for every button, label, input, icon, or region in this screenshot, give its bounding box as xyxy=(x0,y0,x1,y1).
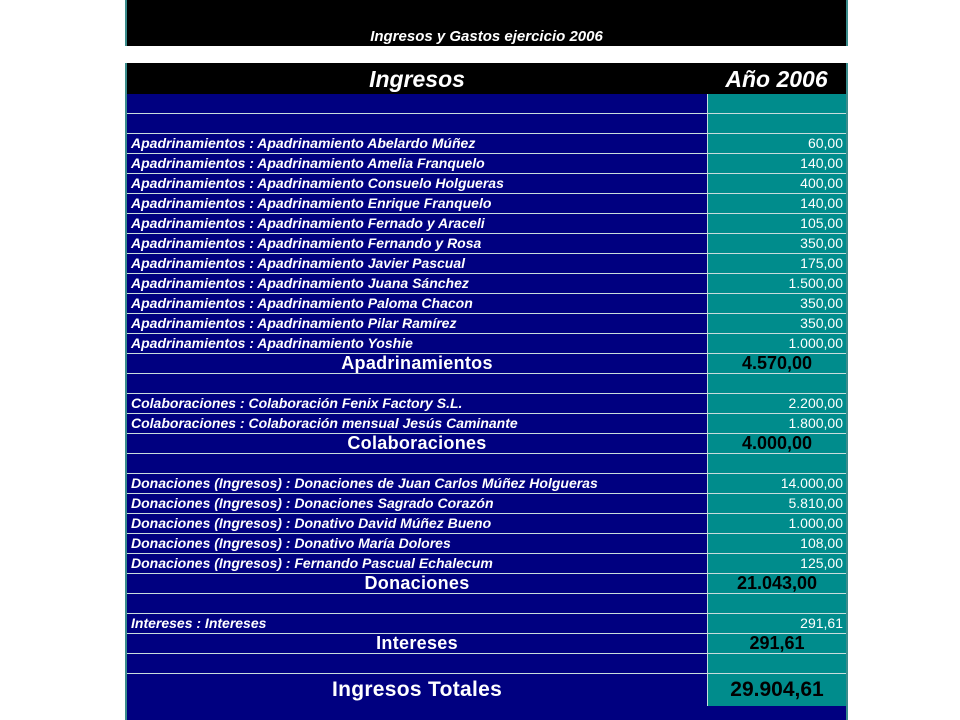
table-row xyxy=(127,534,846,554)
row-label: Colaboraciones xyxy=(127,434,708,453)
row-amount: 1.800,00 xyxy=(708,414,846,433)
row-amount: 21.043,00 xyxy=(708,574,846,593)
row-amount: 350,00 xyxy=(708,234,846,253)
table-row xyxy=(127,514,846,534)
header-year: Año 2006 xyxy=(725,66,828,92)
row-label: Apadrinamientos : Apadrinamiento Pilar Ramírez xyxy=(127,314,708,333)
empty-row xyxy=(127,594,846,614)
table-header xyxy=(127,63,846,94)
row-amount: 350,00 xyxy=(708,314,846,333)
table-row xyxy=(127,274,846,294)
row-label: Apadrinamientos : Apadrinamiento Abelardo Múñez xyxy=(127,134,708,153)
table-row xyxy=(127,214,846,234)
table-row xyxy=(127,134,846,154)
row-amount xyxy=(708,114,846,133)
row-label: Colaboraciones : Colaboración Fenix Factory S.L. xyxy=(127,394,708,413)
row-label xyxy=(127,454,708,473)
subtotal-row xyxy=(127,354,846,374)
row-label: Donaciones (Ingresos) : Donativo David Múñez Bueno xyxy=(127,514,708,533)
row-label: Apadrinamientos : Apadrinamiento Enrique Franquelo xyxy=(127,194,708,213)
row-label: Apadrinamientos : Apadrinamiento Paloma Chacon xyxy=(127,294,708,313)
table-row xyxy=(127,234,846,254)
row-label: Apadrinamientos xyxy=(127,354,708,373)
row-amount: 125,00 xyxy=(708,554,846,573)
row-label: Ingresos Totales xyxy=(127,674,708,706)
empty-row xyxy=(127,654,846,674)
table-row xyxy=(127,614,846,634)
row-amount xyxy=(708,454,846,473)
row-amount: 140,00 xyxy=(708,154,846,173)
table-row xyxy=(127,394,846,414)
table-row xyxy=(127,294,846,314)
row-amount: 2.200,00 xyxy=(708,394,846,413)
table-row xyxy=(127,314,846,334)
table-row xyxy=(127,474,846,494)
subtotal-row xyxy=(127,434,846,454)
row-amount: 1.500,00 xyxy=(708,274,846,293)
empty-row xyxy=(127,94,846,114)
row-label xyxy=(127,94,708,113)
row-label: Donaciones (Ingresos) : Fernando Pascual Echalecum xyxy=(127,554,708,573)
row-amount: 105,00 xyxy=(708,214,846,233)
row-amount: 4.570,00 xyxy=(708,354,846,373)
row-label: Apadrinamientos : Apadrinamiento Javier Pascual xyxy=(127,254,708,273)
row-label xyxy=(127,374,708,393)
row-label: Apadrinamientos : Apadrinamiento Yoshie xyxy=(127,334,708,353)
row-amount: 140,00 xyxy=(708,194,846,213)
row-label: Donaciones (Ingresos) : Donativo María Dolores xyxy=(127,534,708,553)
empty-row xyxy=(127,374,846,394)
row-amount xyxy=(708,594,846,613)
table-row xyxy=(127,414,846,434)
row-label: Apadrinamientos : Apadrinamiento Fernado y Araceli xyxy=(127,214,708,233)
table-row xyxy=(127,554,846,574)
row-amount: 175,00 xyxy=(708,254,846,273)
row-label: Intereses : Intereses xyxy=(127,614,708,633)
row-label xyxy=(127,594,708,613)
table-row xyxy=(127,154,846,174)
empty-row xyxy=(127,114,846,134)
row-amount xyxy=(708,654,846,673)
row-label: Donaciones (Ingresos) : Donaciones Sagrado Corazón xyxy=(127,494,708,513)
row-amount xyxy=(708,94,846,113)
row-label xyxy=(127,114,708,133)
title-bar xyxy=(125,0,848,46)
subtotal-row xyxy=(127,574,846,594)
row-amount: 1.000,00 xyxy=(708,514,846,533)
row-amount: 1.000,00 xyxy=(708,334,846,353)
row-label: Donaciones (Ingresos) : Donaciones de Juan Carlos Múñez Holgueras xyxy=(127,474,708,493)
row-amount xyxy=(708,374,846,393)
table-row xyxy=(127,494,846,514)
row-amount: 14.000,00 xyxy=(708,474,846,493)
row-amount: 29.904,61 xyxy=(708,674,846,706)
row-label xyxy=(127,654,708,673)
row-amount: 291,61 xyxy=(708,614,846,633)
row-amount: 4.000,00 xyxy=(708,434,846,453)
table-body xyxy=(127,94,846,706)
row-amount: 5.810,00 xyxy=(708,494,846,513)
row-label: Donaciones xyxy=(127,574,708,593)
row-label: Apadrinamientos : Apadrinamiento Amelia Franquelo xyxy=(127,154,708,173)
row-amount: 350,00 xyxy=(708,294,846,313)
row-amount: 108,00 xyxy=(708,534,846,553)
row-label: Apadrinamientos : Apadrinamiento Fernando y Rosa xyxy=(127,234,708,253)
table-row xyxy=(127,254,846,274)
subtotal-row xyxy=(127,634,846,654)
row-label: Intereses xyxy=(127,634,708,653)
grand-total-row xyxy=(127,674,846,706)
page-title: Ingresos y Gastos ejercicio 2006 xyxy=(370,28,603,45)
table-row xyxy=(127,334,846,354)
row-amount: 400,00 xyxy=(708,174,846,193)
header-label: Ingresos xyxy=(369,66,465,92)
income-table xyxy=(125,63,848,720)
table-row xyxy=(127,194,846,214)
empty-row xyxy=(127,454,846,474)
row-label: Apadrinamientos : Apadrinamiento Juana Sánchez xyxy=(127,274,708,293)
table-row xyxy=(127,174,846,194)
row-label: Apadrinamientos : Apadrinamiento Consuelo Holgueras xyxy=(127,174,708,193)
row-label: Colaboraciones : Colaboración mensual Jesús Caminante xyxy=(127,414,708,433)
row-amount: 60,00 xyxy=(708,134,846,153)
row-amount: 291,61 xyxy=(708,634,846,653)
